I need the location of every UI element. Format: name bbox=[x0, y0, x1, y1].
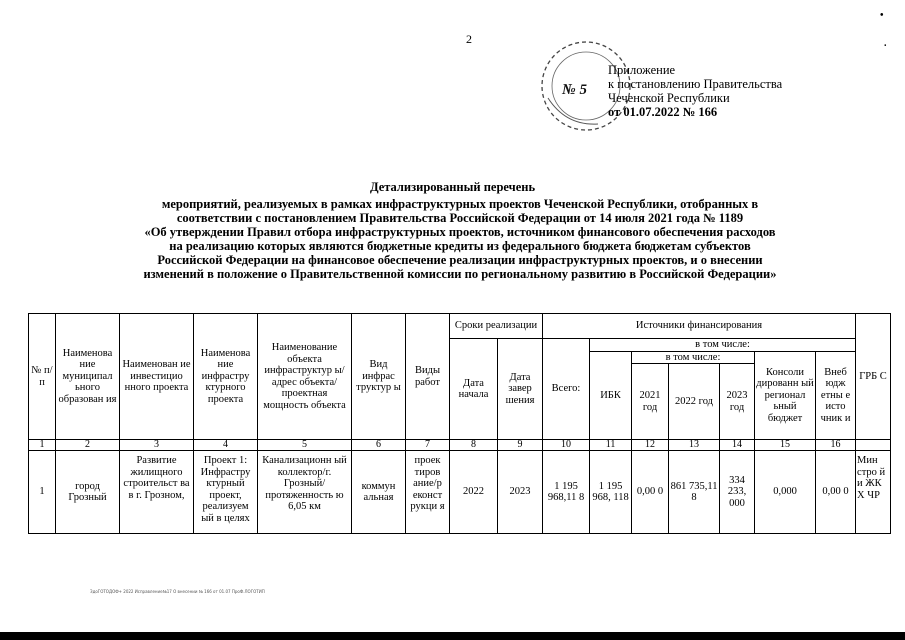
header-end-date: Дата завер шения bbox=[498, 339, 543, 440]
subtitle-line: соответствии с постановлением Правительства Российской Федерации от 14 июля 2021 года № 1189 bbox=[176, 211, 744, 225]
cell-end-date: 2023 bbox=[498, 451, 543, 534]
column-number: 4 bbox=[194, 440, 258, 451]
column-number: 6 bbox=[352, 440, 406, 451]
column-number-row bbox=[29, 440, 891, 451]
header-municipality: Наименова ние муниципал ьного образован ия bbox=[56, 314, 120, 440]
column-number-empty bbox=[856, 440, 891, 451]
header-2021: 2021 год bbox=[632, 364, 669, 440]
header-investment-project: Наименован ие инвестицио нного проекта bbox=[120, 314, 194, 440]
appendix-line-3: Чеченской Республики bbox=[608, 91, 730, 105]
header-num: № п/п bbox=[29, 314, 56, 440]
cell-ibk: 1 195 968, 118 bbox=[590, 451, 632, 534]
header-2022: 2022 год bbox=[669, 364, 720, 440]
column-number: 5 bbox=[258, 440, 352, 451]
page-number: 2 bbox=[466, 32, 472, 46]
column-number: 1 bbox=[29, 440, 56, 451]
appendix-block bbox=[608, 63, 782, 119]
column-number: 16 bbox=[816, 440, 856, 451]
appendix-line-1: Приложение bbox=[608, 63, 676, 77]
scan-edge-bar bbox=[0, 632, 905, 640]
cell-infra-type: коммун альная bbox=[352, 451, 406, 534]
header-infrastructure-project: Наименова ние инфрастру ктурного проекта bbox=[194, 314, 258, 440]
projects-table bbox=[28, 313, 891, 534]
cell-grbs: Мин стро й и ЖК Х ЧР bbox=[856, 451, 891, 534]
cell-num: 1 bbox=[29, 451, 56, 534]
column-number: 9 bbox=[498, 440, 543, 451]
subtitle-line: мероприятий, реализуемых в рамках инфраструктурных проектов Чеченской Республики, отобранных в bbox=[161, 197, 759, 211]
header-including-2: в том числе: bbox=[632, 351, 755, 364]
header-2023: 2023 год bbox=[720, 364, 755, 440]
header-extrabudget: Внеб юдж етны е исто чник и bbox=[816, 351, 856, 440]
cell-start-date: 2022 bbox=[450, 451, 498, 534]
column-number: 13 bbox=[669, 440, 720, 451]
footer-note: ЗдоГОТОДОФ+ 2022 Исправление№17 О внесении № 166 от 01.07 ПроФ.ЛОГОТИП bbox=[90, 589, 265, 594]
column-number: 12 bbox=[632, 440, 669, 451]
corner-mark-right: . bbox=[884, 38, 887, 49]
column-number: 3 bbox=[120, 440, 194, 451]
subtitle-line: изменений в положение о Правительственной комиссии по региональному развитию в Российской Федерации» bbox=[143, 267, 777, 281]
cell-consolidated: 0,000 bbox=[755, 451, 816, 534]
cell-2022: 861 735,11 8 bbox=[669, 451, 720, 534]
document-subtitle bbox=[60, 197, 860, 281]
stamp-number: № 5 bbox=[562, 82, 587, 98]
header-object: Наименование объекта инфраструктур ы/ адрес объекта/ проектная мощность объекта bbox=[258, 314, 352, 440]
header-work-type: Виды работ bbox=[406, 314, 450, 440]
cell-object: Канализационн ый коллектор/г. Грозный/ протяженность ю 6,05 км bbox=[258, 451, 352, 534]
cell-infrastructure-project: Проект 1: Инфрастру ктурный проект, реализуем ый в целях bbox=[194, 451, 258, 534]
column-number: 10 bbox=[543, 440, 590, 451]
header-ibk: ИБК bbox=[590, 351, 632, 440]
column-number: 14 bbox=[720, 440, 755, 451]
header-total: Всего: bbox=[543, 339, 590, 440]
column-number: 2 bbox=[56, 440, 120, 451]
cell-investment-project: Развитие жилищного строительст ва в г. Грозном, bbox=[120, 451, 194, 534]
header-deadlines: Сроки реализации bbox=[450, 314, 543, 339]
header-start-date: Дата начала bbox=[450, 339, 498, 440]
column-number: 11 bbox=[590, 440, 632, 451]
document-title: Детализированный перечень bbox=[369, 180, 536, 194]
column-number: 8 bbox=[450, 440, 498, 451]
appendix-date-number: от 01.07.2022 № 166 bbox=[608, 105, 718, 119]
cell-2021: 0,00 0 bbox=[632, 451, 669, 534]
column-number: 7 bbox=[406, 440, 450, 451]
subtitle-line: на реализацию которых являются бюджетные кредиты из федерального бюджета бюджетам субъектов bbox=[169, 239, 751, 253]
cell-work-type: проек тиров ание/р еконст рукци я bbox=[406, 451, 450, 534]
corner-mark-top-right: • bbox=[880, 10, 884, 21]
subtitle-line: Российской Федерации на финансовое обеспечение реализации инфраструктурных проектов, и о внесении bbox=[157, 253, 763, 267]
appendix-line-2: к постановлению Правительства bbox=[608, 77, 783, 91]
header-including: в том числе: bbox=[590, 339, 856, 352]
subtitle-line: «Об утверждении Правил отбора инфраструктурных проектов, источником финансового обеспечения расходов bbox=[144, 225, 776, 239]
header-consolidated: Консоли дированн ый регионал ьный бюджет bbox=[755, 351, 816, 440]
cell-municipality: город Грозный bbox=[56, 451, 120, 534]
header-funding-sources: Источники финансирования bbox=[543, 314, 856, 339]
header-infra-type: Вид инфрас труктур ы bbox=[352, 314, 406, 440]
cell-extrabudget: 0,00 0 bbox=[816, 451, 856, 534]
cell-2023: 334 233, 000 bbox=[720, 451, 755, 534]
table-row bbox=[29, 451, 891, 534]
header-grbs: ГРБ С bbox=[856, 314, 891, 440]
cell-total: 1 195 968,11 8 bbox=[543, 451, 590, 534]
header-row-1 bbox=[29, 314, 891, 339]
column-number: 15 bbox=[755, 440, 816, 451]
